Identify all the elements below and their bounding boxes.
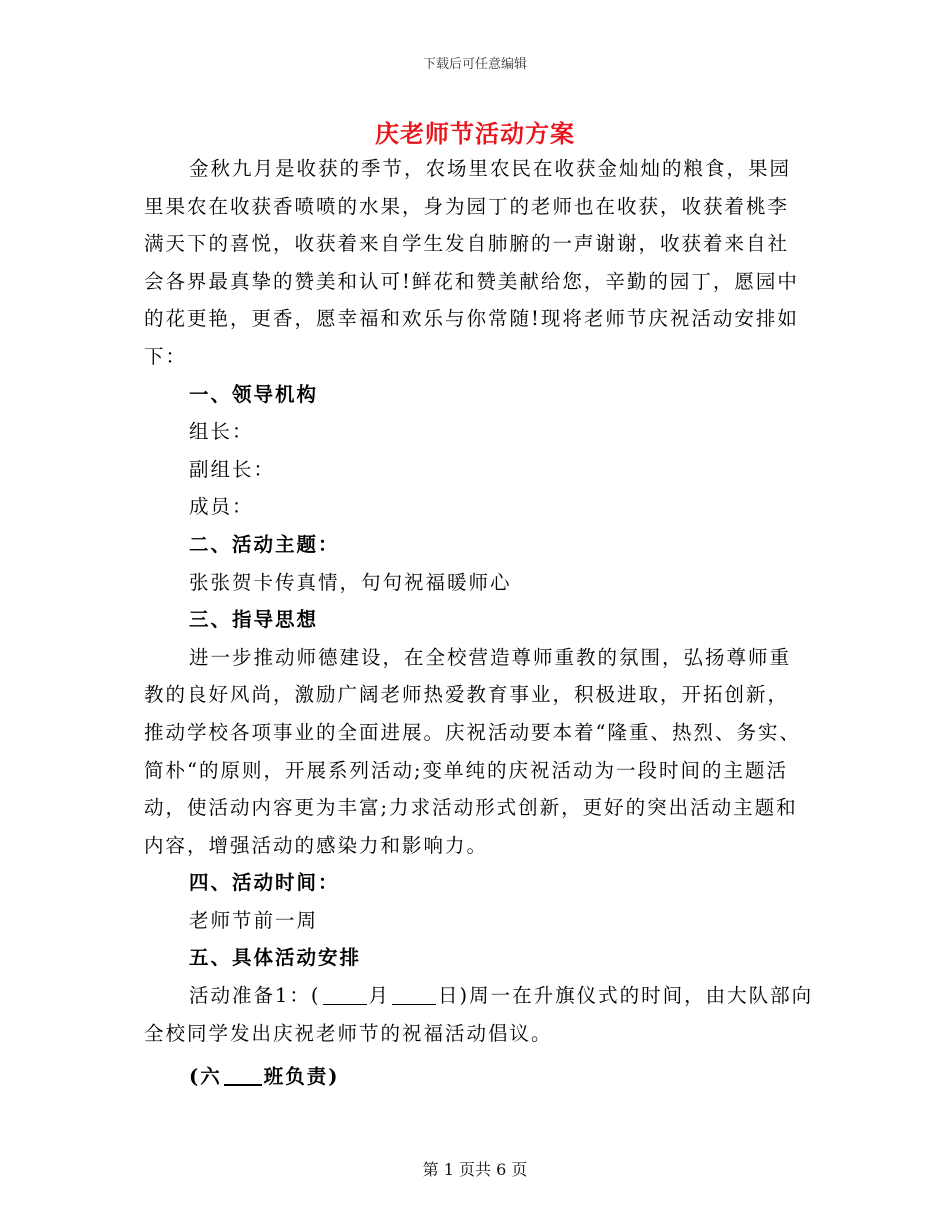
intro-line: 满天下的喜悦，收获着来自学生发自肺腑的一声谢谢，收获着来自社 — [144, 232, 790, 256]
prep-line-2: 全校同学发出庆祝老师节的祝福活动倡议。 — [144, 1021, 553, 1045]
class-blank — [224, 1066, 262, 1086]
guiding-line: 推动学校各项事业的全面进展。庆祝活动要本着“隆重、热烈、务实、 — [144, 720, 801, 744]
section-heading-theme: 二、活动主题： — [189, 532, 340, 556]
intro-line: 下： — [144, 344, 188, 368]
intro-line: 金秋九月是收获的季节，农场里农民在收获金灿灿的粮食，果园 — [189, 157, 792, 180]
page-footer: 第 1 页共 6 页 — [422, 1160, 528, 1179]
leader-item: 组长： — [189, 420, 254, 444]
section-heading-arrangement: 五、具体活动安排 — [189, 946, 362, 970]
guiding-line: 内容，增强活动的感染力和影响力。 — [144, 833, 489, 857]
day-blank — [392, 986, 436, 1005]
intro-line: 的花更艳，更香，愿幸福和欢乐与你常随!现将老师节庆祝活动安排如 — [144, 307, 799, 331]
prep-line — [144, 977, 812, 1015]
intro-line: 会各界最真挚的赞美和认可!鲜花和赞美献给您，辛勤的园丁，愿园中 — [144, 269, 799, 293]
guiding-line: 教的良好风尚，激励广阔老师热爱教育事业，积极进取，开拓创新， — [144, 683, 790, 707]
resp-text-end: 班负责) — [263, 1065, 340, 1089]
prep-text-start: 活动准备1：( — [189, 984, 321, 1008]
guiding-line: 简朴“的原则，开展系列活动;变单纯的庆祝活动为一段时间的主题活 — [144, 758, 789, 782]
time-text: 老师节前一周 — [189, 908, 319, 932]
leader-item: 副组长： — [189, 457, 276, 481]
section-heading-leadership: 一、领导机构 — [189, 382, 319, 406]
intro-line: 里果农在收获香喷喷的水果，身为园丁的老师也在收获，收获着桃李 — [144, 194, 790, 218]
prep-text-end: 日)周一在升旗仪式的时间，由大队部向 — [438, 984, 814, 1008]
section-heading-time: 四、活动时间： — [189, 871, 340, 895]
responsibility-line — [144, 1058, 812, 1096]
guiding-line: 进一步推动师德建设，在全校营造尊师重教的氛围，弘扬尊师重 — [189, 645, 792, 669]
theme-text: 张张贺卡传真情，句句祝福暖师心 — [189, 570, 512, 594]
prep-month-label: 月 — [368, 984, 391, 1008]
month-blank — [323, 986, 367, 1005]
document-body — [144, 150, 812, 1096]
guiding-line: 动，使活动内容更为丰富;力求活动形式创新，更好的突出活动主题和 — [144, 796, 798, 820]
page-header-note: 下载后可任意编辑 — [422, 57, 527, 72]
resp-text-start: (六 — [189, 1065, 222, 1089]
document-title: 庆老师节活动方案 — [375, 119, 575, 148]
section-heading-guiding: 三、指导思想 — [189, 608, 319, 632]
leader-item: 成员： — [189, 495, 254, 519]
